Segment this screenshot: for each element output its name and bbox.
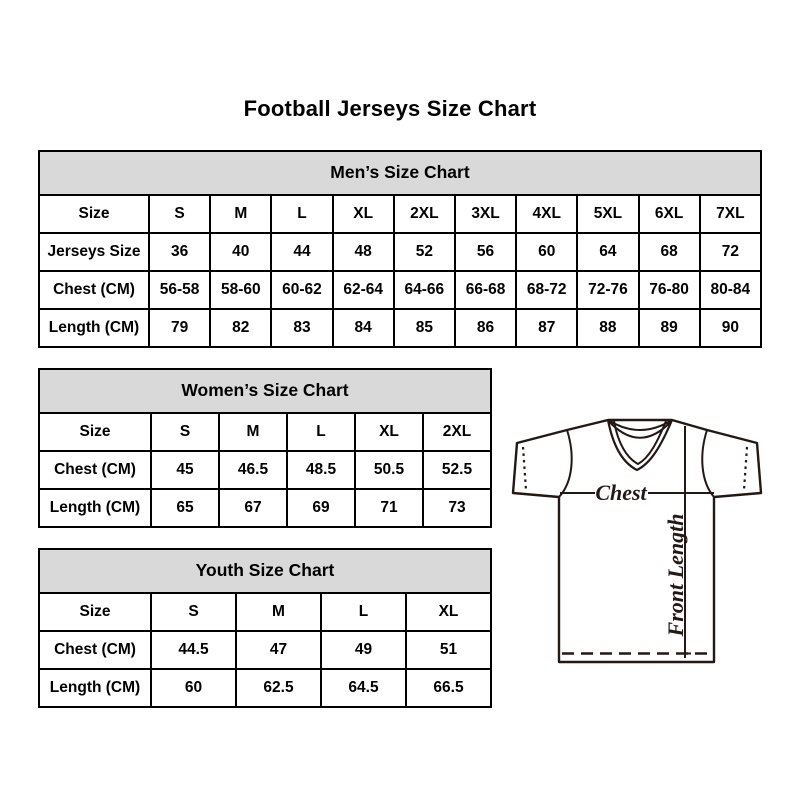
size-value: 69 — [287, 489, 355, 527]
size-value: 64.5 — [321, 669, 406, 707]
size-value: 89 — [639, 309, 700, 347]
page-title: Football Jerseys Size Chart — [243, 96, 537, 121]
row-label: Jerseys Size — [39, 233, 149, 271]
size-value: 58-60 — [210, 271, 271, 309]
row-label: Size — [39, 195, 149, 233]
size-value: 47 — [236, 631, 321, 669]
size-value: 71 — [355, 489, 423, 527]
size-value: 64 — [577, 233, 638, 271]
size-value: 60-62 — [271, 271, 332, 309]
size-value: 36 — [149, 233, 210, 271]
size-value: L — [321, 593, 406, 631]
size-value: 72 — [700, 233, 761, 271]
size-value: M — [236, 593, 321, 631]
size-value: 85 — [394, 309, 455, 347]
size-value: 56 — [455, 233, 516, 271]
size-value: 83 — [271, 309, 332, 347]
size-value: 79 — [149, 309, 210, 347]
size-value: 66-68 — [455, 271, 516, 309]
row-label: Chest (CM) — [39, 631, 151, 669]
row-label: Length (CM) — [39, 489, 151, 527]
size-value: L — [287, 413, 355, 451]
size-value: 84 — [333, 309, 394, 347]
size-value: M — [219, 413, 287, 451]
jersey-outline — [513, 420, 761, 662]
size-value: S — [151, 593, 236, 631]
row-label: Chest (CM) — [39, 451, 151, 489]
size-value: 46.5 — [219, 451, 287, 489]
size-value: S — [151, 413, 219, 451]
row-label: Length (CM) — [39, 309, 149, 347]
size-value: 2XL — [423, 413, 491, 451]
size-value: 5XL — [577, 195, 638, 233]
size-value: 52 — [394, 233, 455, 271]
size-value: 87 — [516, 309, 577, 347]
jersey-icon — [500, 400, 770, 680]
size-value: S — [149, 195, 210, 233]
size-value: 62-64 — [333, 271, 394, 309]
mens-size-chart-table — [38, 150, 762, 348]
size-value: L — [271, 195, 332, 233]
size-value: 60 — [151, 669, 236, 707]
size-value: 44 — [271, 233, 332, 271]
size-value: 45 — [151, 451, 219, 489]
row-label: Size — [39, 413, 151, 451]
youth-size-chart-table — [38, 548, 492, 708]
size-value: 7XL — [700, 195, 761, 233]
size-value: 65 — [151, 489, 219, 527]
size-value: XL — [355, 413, 423, 451]
size-value: 76-80 — [639, 271, 700, 309]
size-value: 2XL — [394, 195, 455, 233]
size-value: 62.5 — [236, 669, 321, 707]
size-value: 86 — [455, 309, 516, 347]
jersey-measurement-diagram — [500, 400, 770, 680]
size-value: 51 — [406, 631, 491, 669]
row-label: Length (CM) — [39, 669, 151, 707]
front-length-label: Front Length — [663, 513, 688, 637]
size-value: 48.5 — [287, 451, 355, 489]
size-value: 49 — [321, 631, 406, 669]
size-value: 40 — [210, 233, 271, 271]
size-value: 88 — [577, 309, 638, 347]
table-title: Women’s Size Chart — [39, 369, 491, 413]
table-title: Men’s Size Chart — [39, 151, 761, 195]
table-title: Youth Size Chart — [39, 549, 491, 593]
size-value: XL — [406, 593, 491, 631]
size-value: 60 — [516, 233, 577, 271]
chest-label: Chest — [595, 480, 647, 505]
size-value: 72-76 — [577, 271, 638, 309]
size-value: 48 — [333, 233, 394, 271]
size-value: 50.5 — [355, 451, 423, 489]
size-value: 4XL — [516, 195, 577, 233]
size-value: 73 — [423, 489, 491, 527]
size-value: 6XL — [639, 195, 700, 233]
womens-size-chart-table — [38, 368, 492, 528]
size-value: 67 — [219, 489, 287, 527]
row-label: Chest (CM) — [39, 271, 149, 309]
size-value: 68 — [639, 233, 700, 271]
size-value: 68-72 — [516, 271, 577, 309]
size-value: M — [210, 195, 271, 233]
size-value: 44.5 — [151, 631, 236, 669]
size-value: 90 — [700, 309, 761, 347]
size-value: 56-58 — [149, 271, 210, 309]
size-value: 3XL — [455, 195, 516, 233]
size-value: 80-84 — [700, 271, 761, 309]
size-value: XL — [333, 195, 394, 233]
size-value: 66.5 — [406, 669, 491, 707]
row-label: Size — [39, 593, 151, 631]
size-value: 64-66 — [394, 271, 455, 309]
size-value: 52.5 — [423, 451, 491, 489]
size-value: 82 — [210, 309, 271, 347]
